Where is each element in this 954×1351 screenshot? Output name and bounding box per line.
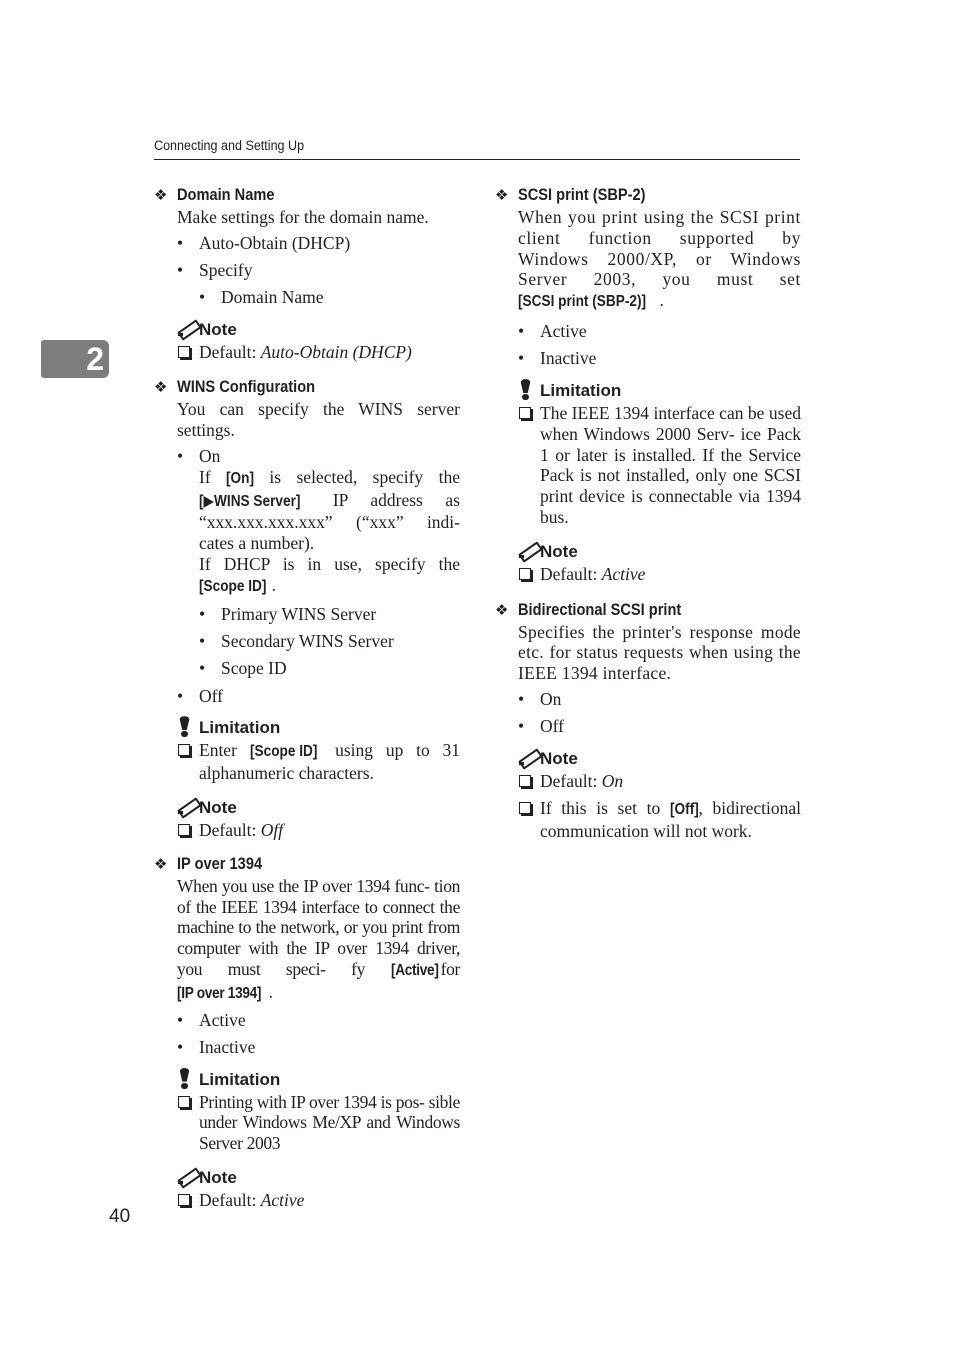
- scsi-print-description: When you print using the SCSI print client function supported by Windows 2000/XP, or Windows Server 2003, you must set [SCSI print (SBP-2)] .: [518, 207, 801, 313]
- option-on-detail: If [On] is selected, specify the [▶WINS Server] IP address as “xxx.xxx.xxx.xxx” (“xxx” indi- cates a number).: [199, 466, 460, 554]
- note-block: [518, 540, 801, 585]
- bidirectional-body: [518, 622, 801, 842]
- note-heading: Note: [177, 796, 460, 820]
- keyword: [IP over 1394]: [177, 984, 262, 1002]
- exclamation-icon: [177, 716, 199, 736]
- checkbox-bullet-icon: [519, 568, 531, 580]
- note-item: Default: Active: [177, 1190, 460, 1211]
- limitation-block: [177, 716, 460, 784]
- note-block: [177, 318, 460, 363]
- keyword: [▶WINS Server]: [199, 492, 301, 510]
- limitation-heading: Limitation: [177, 1068, 460, 1092]
- note-item: Default: Auto-Obtain (DHCP): [177, 342, 460, 363]
- ip-over-1394-section: [154, 853, 460, 1211]
- diamond-bullet-icon: ❖: [495, 601, 509, 619]
- list-item: • Scope ID: [199, 658, 460, 679]
- checkbox-bullet-icon: [519, 407, 531, 419]
- scsi-print-options: [518, 321, 801, 369]
- pencil-icon: [177, 1166, 199, 1186]
- wins-section: [154, 376, 460, 840]
- limitation-heading: Limitation: [177, 716, 460, 740]
- wins-options: [177, 446, 460, 706]
- section-heading: [154, 184, 460, 207]
- checkbox-bullet-icon: [178, 1096, 190, 1108]
- limitation-item: Printing with IP over 1394 is pos- sible under Windows Me/XP and Windows Server 2003: [177, 1092, 460, 1154]
- note-heading: Note: [518, 540, 801, 564]
- running-header: [154, 138, 800, 160]
- limitation-heading: Limitation: [518, 379, 801, 403]
- list-item: • Secondary WINS Server: [199, 631, 460, 652]
- domain-name-options: [177, 233, 460, 308]
- note-item: Default: On: [518, 771, 801, 792]
- default-value: Active: [260, 1190, 305, 1210]
- pencil-icon: [177, 318, 199, 338]
- domain-name-section: [154, 184, 460, 362]
- note-block: [177, 1166, 460, 1211]
- running-title: Connecting and Setting Up: [154, 138, 305, 153]
- list-item: • Inactive: [518, 348, 801, 369]
- list-item: • Primary WINS Server: [199, 604, 460, 625]
- bidirectional-section: [495, 599, 801, 842]
- checkbox-bullet-icon: [178, 824, 190, 836]
- limitation-item: Enter [Scope ID] using up to 31 alphanumeric characters.: [177, 740, 460, 784]
- scsi-print-section: [495, 184, 801, 585]
- limitation-block: [177, 1068, 460, 1154]
- list-item: • Domain Name: [199, 287, 460, 308]
- default-value: Active: [601, 563, 646, 584]
- wins-title: WINS Configuration: [177, 377, 316, 397]
- wins-sub-options: [199, 604, 460, 679]
- diamond-bullet-icon: ❖: [154, 379, 168, 397]
- note-item: Default: Active: [518, 564, 801, 585]
- list-item: [177, 446, 460, 679]
- default-value: Auto-Obtain (DHCP): [260, 341, 412, 362]
- bidirectional-options: [518, 689, 801, 737]
- note-block: [518, 747, 801, 841]
- limitation-block: [518, 379, 801, 528]
- scsi-print-body: [518, 207, 801, 585]
- checkbox-bullet-icon: [519, 775, 531, 787]
- list-item: • Inactive: [177, 1037, 460, 1058]
- keyword: [On]: [226, 469, 255, 487]
- keyword: [Scope ID]: [249, 743, 318, 761]
- note-item: Default: Off: [177, 820, 460, 841]
- note-heading: Note: [177, 1166, 460, 1190]
- section-heading: [495, 184, 801, 207]
- chapter-number: 2: [86, 341, 104, 377]
- keyword: [Off]: [669, 800, 699, 818]
- checkbox-bullet-icon: [178, 744, 190, 756]
- note-item: If this is set to [Off], bidirectional communication will not work.: [518, 798, 801, 842]
- checkbox-bullet-icon: [178, 1194, 190, 1206]
- section-heading: [154, 376, 460, 399]
- list-item: • Active: [177, 1010, 460, 1031]
- ip-over-1394-options: [177, 1010, 460, 1058]
- wins-body: [177, 399, 460, 840]
- section-heading: [495, 599, 801, 622]
- list-item: [177, 260, 460, 308]
- keyword: [SCSI print (SBP-2)]: [518, 293, 647, 311]
- option-on-dhcp: If DHCP is in use, specify the [Scope ID] .: [199, 554, 460, 598]
- list-item: • On: [518, 689, 801, 710]
- scsi-print-title: SCSI print (SBP-2): [518, 185, 646, 204]
- pencil-icon: [518, 540, 540, 560]
- bidirectional-description: Specifies the printer's response mode etc. for status requests when using the IEEE 1394 interface.: [518, 621, 801, 684]
- list-item: • Auto-Obtain (DHCP): [177, 233, 460, 254]
- bidirectional-title: Bidirectional SCSI print: [518, 599, 682, 619]
- exclamation-icon: [177, 1068, 199, 1088]
- option-label: Specify: [199, 260, 253, 281]
- domain-name-title: Domain Name: [177, 185, 275, 204]
- diamond-bullet-icon: ❖: [154, 855, 168, 873]
- section-heading: [154, 853, 460, 876]
- ip-over-1394-title: IP over 1394: [177, 853, 263, 873]
- list-item: • Off: [177, 686, 460, 707]
- domain-name-sub-options: [199, 287, 460, 308]
- diamond-bullet-icon: ❖: [154, 187, 168, 204]
- note-heading: Note: [177, 318, 460, 342]
- ip-over-1394-body: [177, 876, 460, 1211]
- default-value: Off: [260, 819, 284, 840]
- domain-name-body: [177, 207, 460, 362]
- checkbox-bullet-icon: [178, 346, 190, 358]
- pencil-icon: [177, 796, 199, 816]
- list-item: • Off: [518, 716, 801, 737]
- right-column: [495, 184, 801, 848]
- exclamation-icon: [518, 379, 540, 399]
- keyword: [Active]: [390, 961, 439, 979]
- page-number: 40: [109, 1206, 131, 1227]
- keyword: [Scope ID]: [199, 577, 267, 595]
- chapter-tab: [41, 340, 109, 378]
- ip-over-1394-description: When you use the IP over 1394 func- tion of the IEEE 1394 interface to connect the machine to the network, or you print from computer with the IP over 1394 driver, you must speci- fy [Active] for [IP over 1394] .: [177, 876, 460, 1005]
- checkbox-bullet-icon: [519, 802, 531, 814]
- list-item: • Active: [518, 321, 801, 342]
- left-column: [154, 184, 460, 1217]
- wins-description: You can specify the WINS server settings.: [177, 399, 460, 441]
- note-block: [177, 796, 460, 841]
- default-value: On: [601, 771, 624, 792]
- diamond-bullet-icon: ❖: [495, 187, 509, 204]
- option-label: • On: [199, 446, 221, 467]
- domain-name-description: Make settings for the domain name.: [177, 207, 429, 227]
- note-heading: Note: [518, 747, 801, 771]
- limitation-item: The IEEE 1394 interface can be used when Windows 2000 Serv- ice Pack 1 or later is installed. If the Service Pack is not installed, only one SCSI print device is connectable via 1394 bus.: [518, 403, 801, 528]
- pencil-icon: [518, 747, 540, 767]
